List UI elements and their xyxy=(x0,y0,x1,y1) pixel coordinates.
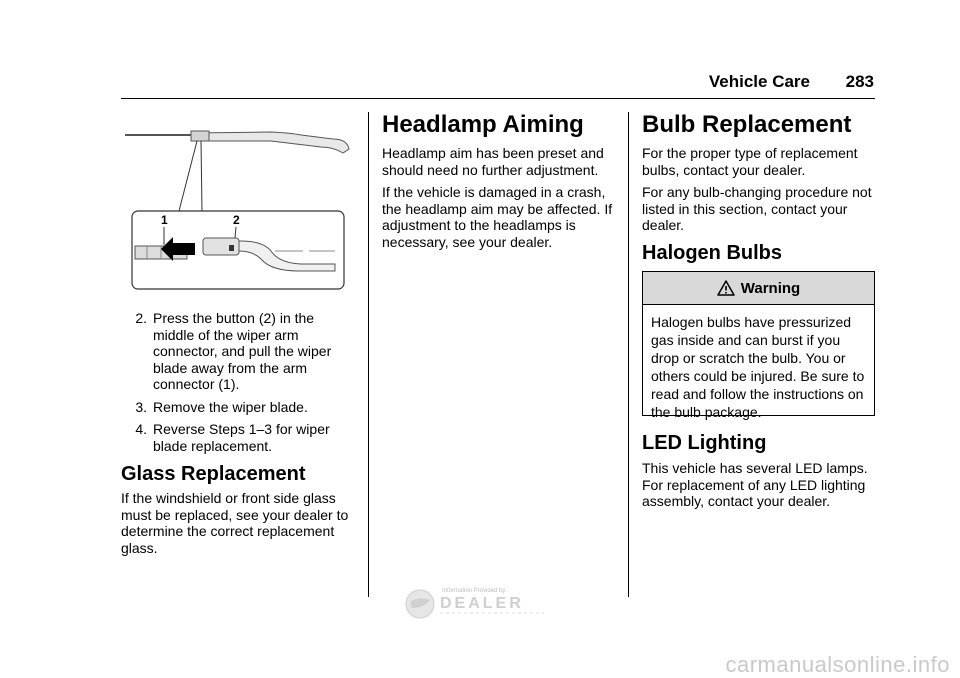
headlamp-aiming-text-2: If the vehicle is damaged in a crash, the headlamp aim may be affected. If adjustment to the headlamps is necessary, see your dealer. xyxy=(382,184,613,250)
led-lighting-text: This vehicle has several LED lamps. For replacement of any LED lighting assembly, contact your dealer. xyxy=(642,460,868,509)
warning-header xyxy=(643,272,874,305)
bulb-replacement-text-2: For any bulb-changing procedure not listed in this section, contact your dealer. xyxy=(642,184,872,233)
halogen-bulbs-heading: Halogen Bulbs xyxy=(642,242,783,264)
callout-2: 2 xyxy=(233,213,240,227)
dealer-watermark xyxy=(404,584,549,620)
warning-triangle-icon xyxy=(717,280,735,296)
watermark-brand: DEALER xyxy=(440,595,524,612)
warning-title: Warning xyxy=(740,279,801,297)
glass-replacement-text: If the windshield or front side glass must be replaced, see your dealer to determine the correct replacement glass. xyxy=(121,490,349,556)
list-item: 2. Press the button (2) in the middle of the wiper arm connector, and pull the wiper blade away from the arm connector (1). xyxy=(135,310,332,392)
header-rule xyxy=(121,98,875,99)
bulb-replacement-text-1: For the proper type of replacement bulbs, contact your dealer. xyxy=(642,145,858,178)
headlamp-aiming-text-1: Headlamp aim has been preset and should need no further adjustment. xyxy=(382,145,604,178)
led-lighting-heading: LED Lighting xyxy=(642,432,767,454)
wiper-steps-list xyxy=(121,310,353,460)
warning-text: Halogen bulbs have pressurized gas inside and can burst if you drop or scratch the bulb. You or others could be injured. Be sure to read and follow the instructions on the bulb package. xyxy=(651,314,865,420)
footer-site-watermark: carmanualsonline.info xyxy=(725,652,950,677)
headlamp-aiming-heading: Headlamp Aiming xyxy=(382,111,584,138)
page-number: 283 xyxy=(845,72,874,91)
page-header xyxy=(0,72,874,94)
wiper-blade-illustration xyxy=(121,125,353,290)
bulb-replacement-heading: Bulb Replacement xyxy=(642,111,852,138)
list-item: 4. Reverse Steps 1–3 for wiper blade replacement. xyxy=(135,421,330,454)
list-item: 3. Remove the wiper blade. xyxy=(135,398,308,415)
warning-box xyxy=(642,271,875,420)
column-divider-2 xyxy=(628,112,629,597)
column-divider-1 xyxy=(368,112,369,597)
glass-replacement-heading: Glass Replacement xyxy=(121,463,306,485)
section-title: Vehicle Care xyxy=(708,72,810,91)
watermark-caption: Information Provided by: xyxy=(442,588,508,594)
callout-1: 1 xyxy=(161,213,168,227)
